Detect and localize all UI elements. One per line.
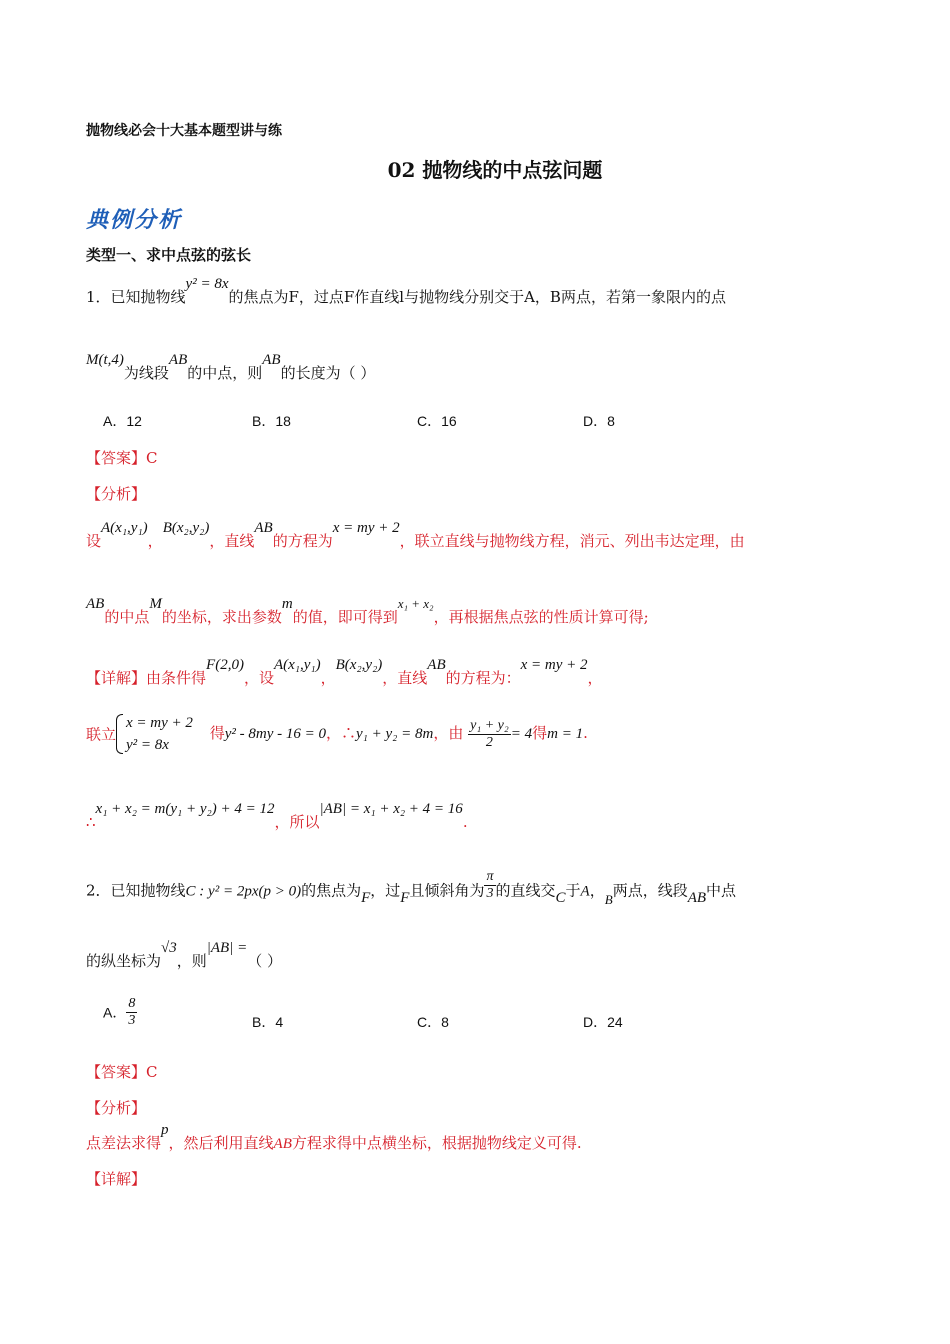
q2-A: A xyxy=(580,883,590,900)
q1-d-joint: 联立 xyxy=(86,725,117,744)
q1-an2-t2: 的坐标，求出参数 xyxy=(161,608,282,626)
q1-an2-seg: AB xyxy=(86,596,105,612)
q1-line1 xyxy=(86,276,726,307)
q1-d-t8: ，由 xyxy=(433,724,464,742)
q1-detail-line1: 【详解】由条件得F(2,0)，设A(x₁,y₁)，B(x₂,y₂)，直线AB的方程为：x = my + 2， xyxy=(86,657,603,687)
q1-an2-t4: ，再根据焦点弦的性质计算可得; xyxy=(433,608,649,626)
q2-an-t3: 方程求得中点横坐标，根据抛物线定义可得. xyxy=(291,1134,582,1152)
q1-d-t1: 由条件得 xyxy=(146,669,207,687)
q2-t8: 中点 xyxy=(706,881,737,900)
q1-option-c: C．16 xyxy=(417,413,457,429)
q2-t7: 两点，线段 xyxy=(612,881,688,900)
type-heading: 类型一、求中点弦的弦长 xyxy=(86,246,252,264)
q1-d-B: B(x₂,y₂) xyxy=(335,657,383,673)
fraction-midpoint xyxy=(468,718,511,751)
q1-detail-line3 xyxy=(86,801,468,832)
q1-d-F: F(2,0) xyxy=(206,657,244,673)
q2-option-a xyxy=(103,996,137,1029)
q1-option-d: D．8 xyxy=(583,413,615,429)
q2-B: B xyxy=(604,891,613,907)
q2-t3: 且倾斜角为 xyxy=(409,881,485,900)
q1-an-t1: 设 xyxy=(86,532,102,550)
q2-t4: 的直线交 xyxy=(495,881,556,900)
q1-an2-sum: x₁ + x₂ xyxy=(397,596,434,611)
q2-sqrt3: √3 xyxy=(161,940,177,956)
q1-d-line-eq: x = my + 2 xyxy=(520,657,588,673)
q1-d-t2: ，设 xyxy=(243,669,274,687)
q2-an-t1: 点差法求得 xyxy=(86,1134,162,1152)
frac-den: 2 xyxy=(485,734,493,750)
q1-an-line-eq: x = my + 2 xyxy=(332,520,400,536)
q2-an-p: p xyxy=(161,1122,169,1138)
sys-eq1: x = my + 2 xyxy=(126,715,193,731)
q1-line2 xyxy=(86,352,376,383)
q2-t6: ， xyxy=(589,881,605,900)
q1-d-vieta: y₁ + y₂ = 8m xyxy=(356,726,434,742)
q1-an2-t1: 的中点 xyxy=(104,608,150,626)
q1-answer: 【答案】C xyxy=(86,449,158,467)
q2-option-a-label: A． xyxy=(103,1004,127,1021)
q1-text2a: 为线段 xyxy=(123,364,169,382)
q1-detail-label: 【详解】 xyxy=(86,669,147,687)
q2-option-b: B．4 xyxy=(252,1014,284,1030)
q1-an2-t3: 的值，即可得到 xyxy=(292,608,398,626)
q1-d-seg: AB xyxy=(427,657,446,673)
q1-equation: y² = 8x xyxy=(185,276,229,292)
q1-an2-m: m xyxy=(281,596,293,612)
q1-d-t9: 得 xyxy=(532,724,548,742)
q1-d-line2-rest xyxy=(198,717,588,750)
equation-system xyxy=(116,712,193,756)
optA-num: 8 xyxy=(128,996,136,1011)
q1-d-sum-eq: x₁ + x₂ = m(y₁ + y₂) + 4 = 12 xyxy=(95,801,275,817)
q1-an-pointB: B(x₂,y₂) xyxy=(162,520,210,536)
q1-text1: 的焦点为F，过点F作直线l与抛物线分别交于A，B两点，若第一象限内的点 xyxy=(228,288,726,306)
frac-eq: = 4 xyxy=(510,726,533,742)
q1-seg2: AB xyxy=(262,352,281,368)
q2-t5: 于 xyxy=(565,881,581,900)
q1-an-t4: ，联立直线与抛物线方程，消元、列出韦达定理，由 xyxy=(399,532,745,550)
pi-num: π xyxy=(486,869,494,884)
q2-an-AB: AB xyxy=(273,1136,292,1152)
q2-F1: F xyxy=(361,889,371,906)
q2-C: C xyxy=(555,889,566,906)
q1-seg1: AB xyxy=(168,352,188,368)
pi-over-3 xyxy=(484,869,495,902)
therefore-symbol: ∴ xyxy=(86,813,96,831)
series-title: 抛物线必会十大基本题型讲与练 xyxy=(86,123,282,139)
q2-t2: ，过 xyxy=(370,881,401,900)
q1-analysis-label: 【分析】 xyxy=(86,485,147,503)
q1-an-pointA: A(x₁,y₁) xyxy=(101,520,148,536)
q2-abs-ab: |AB| = xyxy=(206,940,248,956)
q1-number: 1．已知抛物线 xyxy=(86,288,186,306)
section-heading: 典例分析 xyxy=(86,207,183,233)
pi-den: 3 xyxy=(486,886,494,901)
q1-d-t10: . xyxy=(583,724,588,742)
q2-analysis xyxy=(86,1122,582,1153)
q1-option-a: A．12 xyxy=(103,413,142,429)
q1-option-b: B．18 xyxy=(252,413,291,429)
optA-den: 3 xyxy=(128,1013,136,1028)
q1-an2-M: M xyxy=(149,596,162,612)
q2-l2-t3: （ ） xyxy=(247,952,282,970)
q1-text2b: 的中点，则 xyxy=(187,364,263,382)
page-title: 02 抛物线的中点弦问题 xyxy=(387,158,603,182)
q1-d-mval: m = 1 xyxy=(547,726,584,742)
q1-d-ab-eq: |AB| = x₁ + x₂ + 4 = 16 xyxy=(319,801,463,817)
q2-l2-t2: ，则 xyxy=(176,952,207,970)
q2-option-d: D．24 xyxy=(583,1014,623,1030)
q2-AB: AB xyxy=(687,889,707,906)
q1-d-quad: y² - 8my - 16 = 0 xyxy=(224,726,326,742)
q2-F2: F xyxy=(400,889,410,906)
q1-d-t4: 的方程为： xyxy=(445,669,521,687)
q1-an-seg: AB xyxy=(254,520,273,536)
q1-d-t12: . xyxy=(462,813,468,831)
q2-line2 xyxy=(86,940,282,971)
q2-option-a-frac xyxy=(126,996,137,1029)
q1-d-t6: 得 xyxy=(209,724,225,742)
q2-l2-t1: 的纵坐标为 xyxy=(86,952,162,970)
q1-analysis-line2 xyxy=(86,596,649,627)
q1-an-t3: 的方程为 xyxy=(272,532,333,550)
q1-point: M(t,4) xyxy=(86,352,124,368)
q2-detail-label: 【详解】 xyxy=(86,1170,147,1188)
q1-d-t11: ，所以 xyxy=(274,813,320,831)
q2-number: 2．已知抛物线 xyxy=(86,881,186,900)
q2-analysis-label: 【分析】 xyxy=(86,1099,147,1117)
q1-d-t3: ，直线 xyxy=(382,669,428,687)
q1-d-t5: ， xyxy=(587,669,603,687)
q1-an-t2: ，直线 xyxy=(209,532,255,550)
q1-detail-line2 xyxy=(86,712,588,756)
q1-d-t7: ，∴ xyxy=(325,724,356,742)
q1-text2c: 的长度为（ ） xyxy=(280,364,376,382)
q2-equation: C : y² = 2px(p > 0) xyxy=(185,883,302,900)
sys-eq2: y² = 8x xyxy=(126,737,169,753)
q2-t1: 的焦点为 xyxy=(301,881,362,900)
q2-line1 xyxy=(86,869,737,908)
q2-option-c: C．8 xyxy=(417,1014,449,1030)
frac-num: y₁ + y₂ xyxy=(470,717,509,733)
q2-answer: 【答案】C xyxy=(86,1063,158,1081)
q1-d-A: A(x₁,y₁) xyxy=(273,657,321,673)
q1-analysis-line1: 设A(x₁,y₁)，B(x₂,y₂)，直线AB的方程为x = my + 2，联立直线与抛物线方程，消元、列出韦达定理，由 xyxy=(86,520,745,550)
q2-an-t2: ，然后利用直线 xyxy=(168,1134,274,1152)
